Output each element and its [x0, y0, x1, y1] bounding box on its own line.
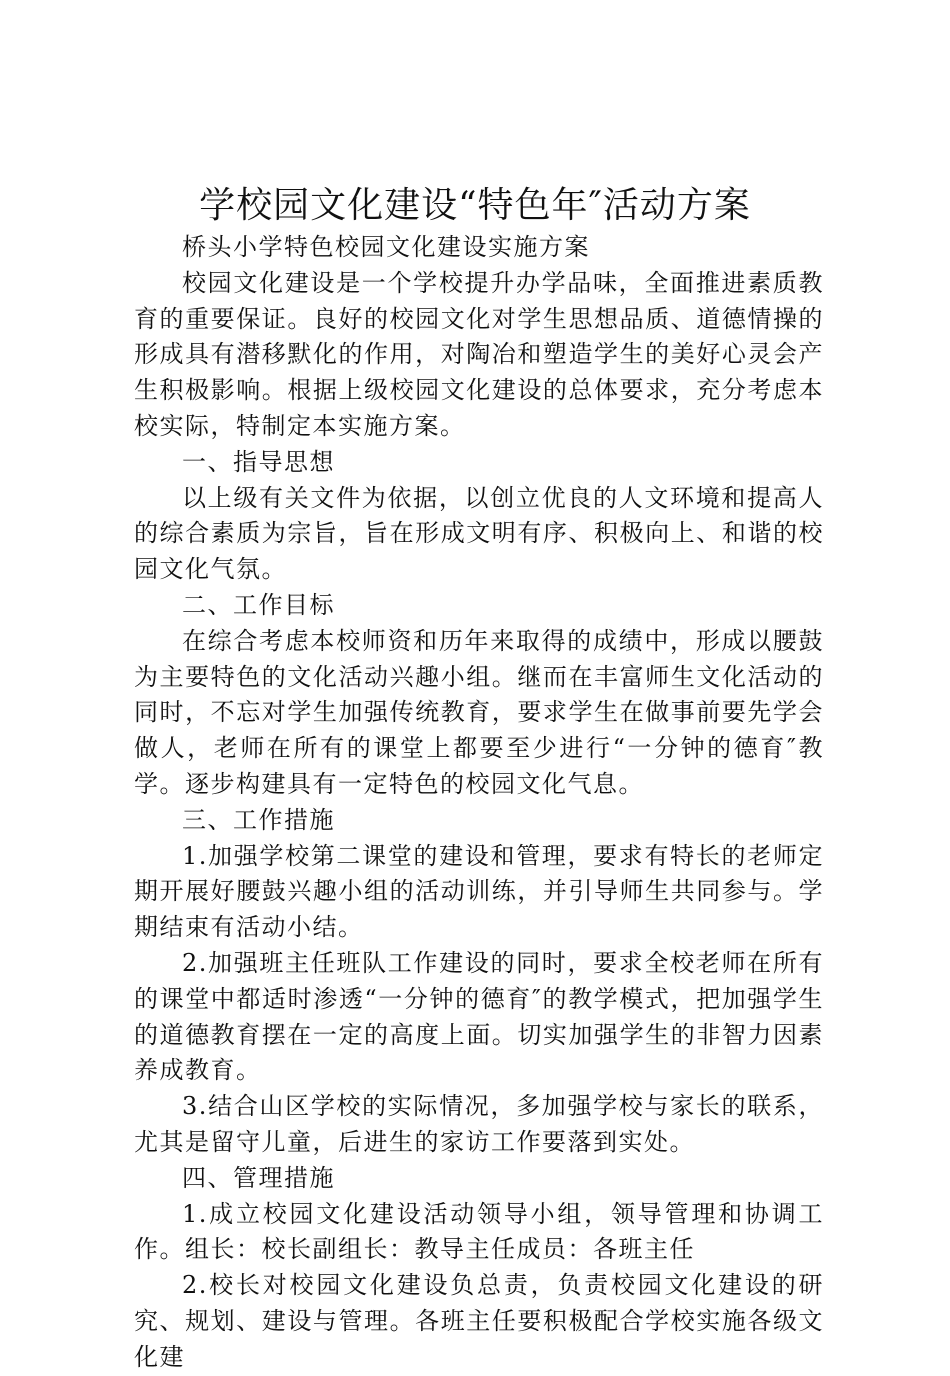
paragraph: 在综合考虑本校师资和历年来取得的成绩中，形成以腰鼓为主要特色的文化活动兴趣小组。继而在丰富师生文化活动的同时，不忘对学生加强传统教育，要求学生在做事前要先学会做人，老师在所有的课堂上都要至少进行“一分钟的德育″教学。逐步构建具有一定特色的校园文化气息。 — [134, 626, 824, 798]
section-heading-work-measures: 三、工作措施 — [182, 805, 335, 834]
paragraph: 1.成立校园文化建设活动领导小组，领导管理和协调工作。组长：校长副组长：教导主任成员：各班主任 — [134, 1199, 824, 1264]
document-body — [134, 230, 824, 1376]
paragraph: 3.结合山区学校的实际情况，多加强学校与家长的联系，尤其是留守儿童，后进生的家访工作要落到实处。 — [134, 1092, 824, 1156]
section-heading-guiding-ideology: 一、指导思想 — [182, 447, 335, 476]
paragraph: 2.加强班主任班队工作建设的同时，要求全校老师在所有的课堂中都适时渗透“一分钟的德育″的教学模式，把加强学生的道德教育摆在一定的高度上面。切实加强学生的非智力因素养成教育。 — [134, 948, 824, 1085]
document-subtitle: 桥头小学特色校园文化建设实施方案 — [182, 233, 590, 261]
section-heading-work-goals: 二、工作目标 — [182, 590, 335, 619]
intro-paragraph: 校园文化建设是一个学校提升办学品味，全面推进素质教育的重要保证。良好的校园文化对学生思想品质、道德情操的形成具有潜移默化的作用，对陶冶和塑造学生的美好心灵会产生积极影响。根据上级校园文化建设的总体要求，充分考虑本校实际，特制定本实施方案。 — [134, 268, 824, 440]
document-title: 学校园文化建设“特色年″活动方案 — [199, 185, 751, 226]
paragraph: 1.加强学校第二课堂的建设和管理，要求有特长的老师定期开展好腰鼓兴趣小组的活动训练，并引导师生共同参与。学期结束有活动小结。 — [134, 841, 824, 942]
paragraph: 2.校长对校园文化建设负总责，负责校园文化建设的研究、规划、建设与管理。各班主任要积极配合学校实施各级文化建 — [134, 1271, 824, 1371]
paragraph: 以上级有关文件为依据，以创立优良的人文环境和提高人的综合素质为宗旨，旨在形成文明有序、积极向上、和谐的校园文化气氛。 — [134, 483, 824, 584]
section-heading-management-measures: 四、管理措施 — [182, 1163, 335, 1192]
